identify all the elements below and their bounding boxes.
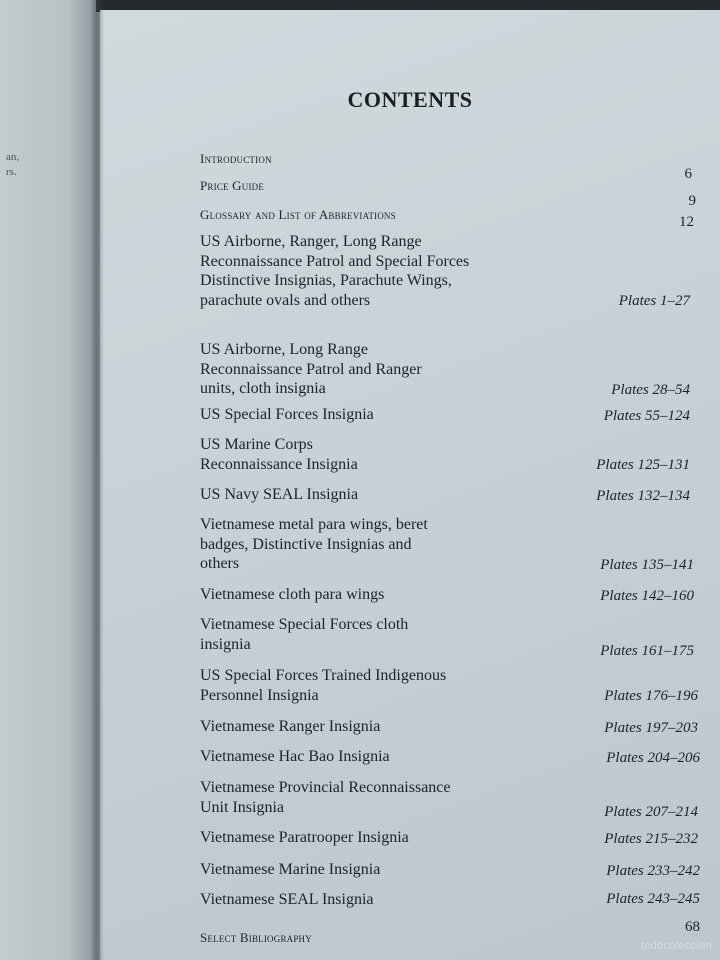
toc-entry-page: 12 <box>679 213 694 230</box>
toc-entry-label: Vietnamese Paratrooper Insignia <box>200 829 409 846</box>
toc-entry <box>200 435 710 474</box>
toc-entry-label: Vietnamese SEAL Insignia <box>200 891 374 908</box>
toc-entry <box>200 405 710 425</box>
toc-entry-page: Plates 207–214 <box>604 804 698 820</box>
toc-entry-label: US Airborne, Ranger, Long Range Reconnaissance Patrol and Special Forces Distinctive Insignias, Parachute Wings, parachute ovals and others <box>200 233 470 309</box>
table-of-contents <box>100 10 720 960</box>
toc-entry <box>200 149 710 182</box>
toc-entry-label: US Marine Corps Reconnaissance Insignia <box>200 436 358 473</box>
toc-entry <box>200 515 710 574</box>
toc-entry <box>200 340 710 399</box>
toc-entry-page: Plates 142–160 <box>600 587 694 604</box>
left-page-text-fragment: rs. <box>6 166 17 178</box>
toc-entry-page: Plates 204–206 <box>606 749 700 766</box>
toc-entry-page: Plates 243–245 <box>606 890 700 907</box>
contents-page <box>100 10 720 960</box>
toc-entry <box>200 485 710 505</box>
toc-entry-label: Vietnamese metal para wings, beret badges, Distinctive Insignias and others <box>200 516 428 572</box>
toc-entry-page: Plates 197–203 <box>604 719 698 736</box>
toc-entry-page: Plates 215–232 <box>604 830 698 847</box>
page-title: CONTENTS <box>347 87 473 112</box>
toc-entry-page: Plates 55–124 <box>603 407 690 424</box>
toc-entry <box>200 176 710 209</box>
toc-entry-label: Introduction <box>200 151 272 166</box>
toc-entry <box>200 778 710 820</box>
toc-entry-page: Plates 28–54 <box>611 381 690 398</box>
left-facing-page <box>0 0 96 960</box>
book-gutter-shadow <box>90 0 104 960</box>
toc-entry-label: Vietnamese cloth para wings <box>200 586 385 603</box>
toc-entry <box>200 232 710 310</box>
toc-entry-page: 6 <box>684 165 692 182</box>
watermark: todocoleccion <box>640 940 712 952</box>
toc-entry-page: Plates 176–196 <box>604 688 698 704</box>
toc-entry-page: Plates 233–242 <box>606 862 700 879</box>
toc-entry-page: Plates 1–27 <box>618 293 690 309</box>
toc-entry <box>200 890 710 910</box>
toc-entry-page: Plates 125–131 <box>596 457 690 473</box>
toc-entry-label: US Airborne, Long Range Reconnaissance Patrol and Ranger units, cloth insignia <box>200 341 422 397</box>
toc-entry <box>200 918 710 948</box>
toc-entry <box>200 205 710 230</box>
toc-entry <box>200 860 710 880</box>
toc-entry-page: Plates 132–134 <box>596 487 690 504</box>
toc-entry-page: Plates 161–175 <box>600 643 694 659</box>
toc-entry <box>200 717 710 737</box>
toc-entry-page: 9 <box>688 192 696 209</box>
toc-entry-label: US Special Forces Trained Indigenous Personnel Insignia <box>200 667 447 704</box>
toc-entry <box>200 747 710 767</box>
toc-entry-label: Glossary and List of Abbreviations <box>200 207 396 222</box>
toc-entry-label: US Special Forces Insignia <box>200 406 374 423</box>
toc-entry-page: Plates 135–141 <box>600 556 694 573</box>
toc-entry-label: Vietnamese Ranger Insignia <box>200 718 381 735</box>
toc-entry-label: Vietnamese Special Forces cloth insignia <box>200 616 409 653</box>
toc-entry-page: 68 <box>685 918 700 935</box>
toc-entry-label: Price Guide <box>200 178 265 193</box>
toc-entry-label: Vietnamese Provincial Reconnaissance Unit Insignia <box>200 779 451 816</box>
left-page-text-fragment: an, <box>6 151 20 163</box>
toc-entry <box>200 615 710 659</box>
toc-entry-label: US Navy SEAL Insignia <box>200 486 359 503</box>
toc-entry-label: Vietnamese Marine Insignia <box>200 861 381 878</box>
toc-entry <box>200 585 710 605</box>
toc-entry <box>200 828 710 848</box>
toc-entry-label: Select Bibliography <box>200 930 312 945</box>
toc-entry <box>200 666 710 705</box>
toc-entry-label: Vietnamese Hac Bao Insignia <box>200 748 390 765</box>
